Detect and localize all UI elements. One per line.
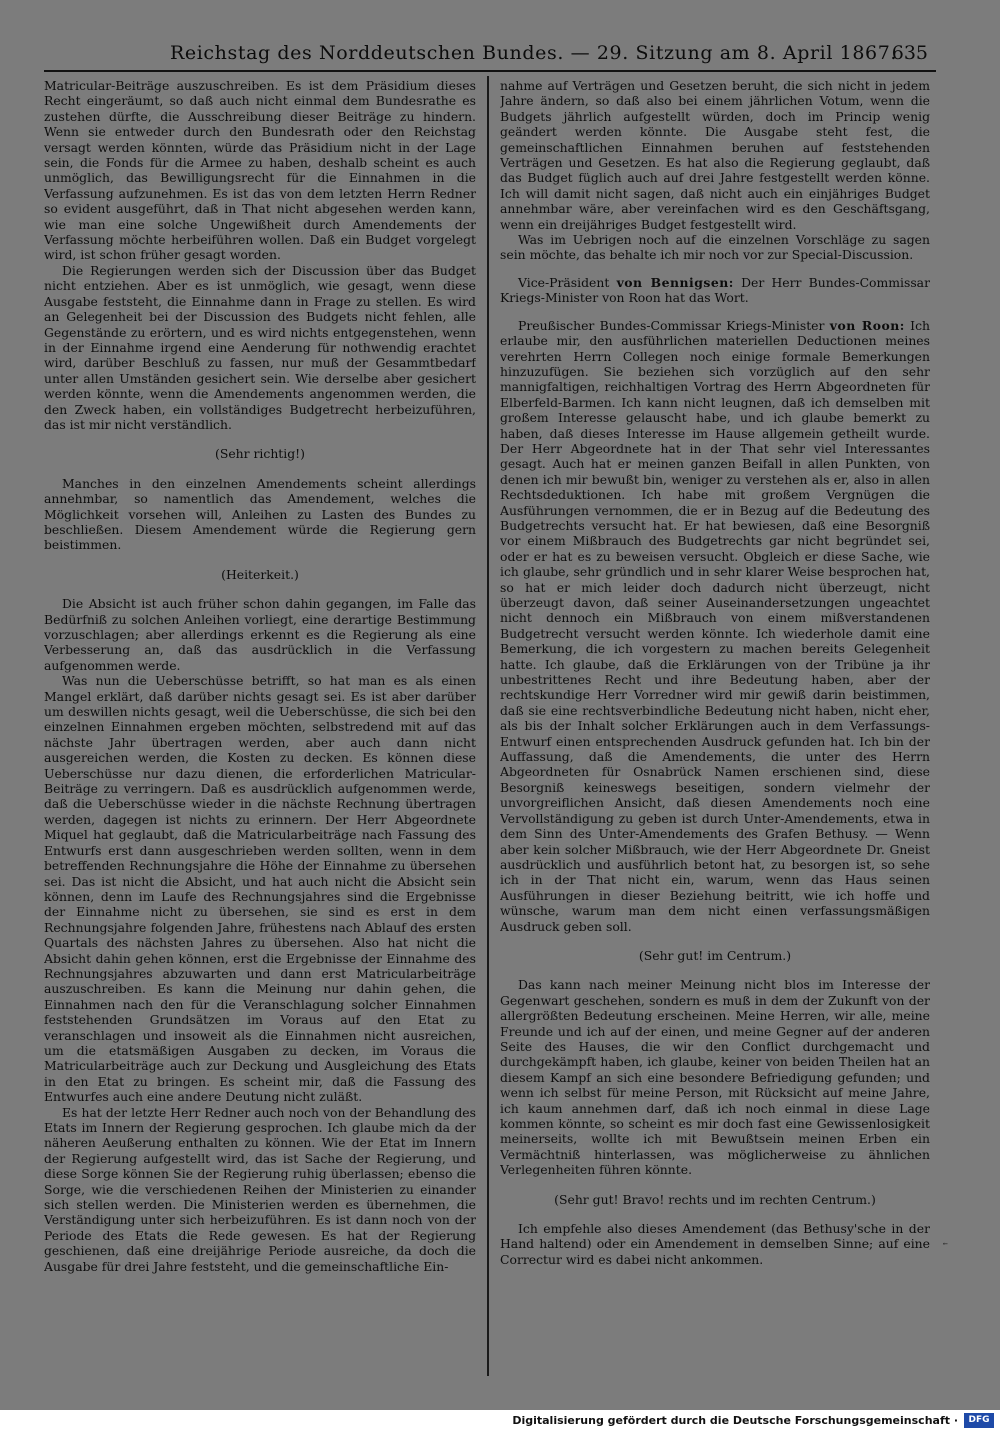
body-paragraph: Ich empfehle also dieses Amendement (das Bethusy'sche in der Hand haltend) oder ein Amendement in demselben Sinne; auf eine Correctur wird es dabei nicht ankommen. — [500, 1221, 930, 1267]
running-title: Reichstag des Norddeutschen Bundes. — 29. Sitzung am 8. April 1867. — [170, 42, 898, 64]
speaker-role: Preußischer Bundes-Commissar Kriegs-Minister — [518, 317, 830, 333]
speech-text: Ich erlaube mir, den ausführlichen materiellen Deductionen meines verehrten Herrn Collegen noch einige formale Bemerkungen hinzuzufügen. Sie beziehen sich vorzüglich auf den sehr mannigfaltigen, reichhaltigen Vortrag des Herrn Abgeordneten für Elberfeld-Barmen. Ich kann nicht leugnen, daß ich demselben mit großem Interesse gelauscht habe, und ich glaube bemerkt zu haben, daß dieses Interesse im Hause allgemein getheilt wurde. Der Herr Abgeordnete hat in der That sehr viel Interessantes gesagt. Auch hat er meinen ganzen Beifall in allen Punkten, von denen ich mir bewußt bin, weniger zu verstehen als er, also in allen Rechtsdeduktionen. Ich habe mit großem Vergnügen die Ausführungen vernommen, die er in Bezug auf die Bedeutung des Budgetrechts versucht hat. Er hat bewiesen, daß eine Besorgniß vor einem Mißbrauch des Budgetrechts gar nicht begründet sei, oder er hat es zu beweisen versucht. Obgleich er diese Sache, wie ich glaube, sehr gründlich und in sehr klarer Weise besprochen hat, so hat er mich leider doch dadurch nicht überzeugt, nicht überzeugt davon, daß seiner Auseinandersetzungen ungeachtet nicht dennoch ein Mißbrauch von einem mißverstandenen Budgetrecht versucht werden könnte. Ich wiederhole damit eine Bemerkung, die ich vorgestern zu machen bereits Gelegenheit hatte. Ich glaube, daß die Erklärungen von der Tribüne ja ihr unbestrittenes Recht und ihre Bedeutung haben, aber der rechtskundige Herr Vorredner wird mir gewiß darin beistimmen, daß sie eine rechtsverbindliche Bedeutung nicht haben, nicht eher, als bis der Inhalt solcher Erklärungen auch in dem Verfassungs-Entwurf einen entsprechenden Ausdruck gefunden hat. Ich bin der Auffassung, daß die Amendements, die unter des Herrn Abgeordneten für Osnabrück Namen erschienen sind, diese Besorgniß keineswegs beseitigen, sondern vielmehr der unvorgreiflichen Ansicht, daß diesen Amendements noch eine Vervollständigung zu geben ist durch Unter-Amendements, etwa in dem Sinn des Unter-Amendements des Grafen Bethusy. — Wenn aber kein solcher Mißbrauch, wie der Herr Abgeordnete Dr. Gneist ausdrücklich und ausführlich betont hat, zu besorgen ist, so sehe ich in der That nicht ein, warum, wenn das Haus seinen Ausführungen in dieser Beziehung beitritt, wie ich hoffe und wünsche, warum man dem nicht einen verfassungsmäßigen Ausdruck geben soll. — [500, 317, 930, 934]
reaction-note: (Heiterkeit.) — [221, 566, 299, 582]
left-column — [44, 78, 476, 1383]
body-paragraph: Manches in den einzelnen Amendements scheint allerdings annehmbar, so namentlich das Amendement, welches die Möglichkeit vorsehen will, Anleihen zu Lasten des Bundes zu beschließen. Diesem Amendement würde die Regierung gern beistimmen. — [44, 475, 476, 553]
body-paragraph: Was im Uebrigen noch auf die einzelnen Vorschläge zu sagen sein möchte, das behalte ich mir noch vor zur Special-Discussion. — [500, 232, 930, 263]
page-number: 635 — [891, 42, 928, 64]
body-paragraph: Das kann nach meiner Meinung nicht blos im Interesse der Gegenwart geschehen, sondern es muß in dem der Zukunft von der allergrößten Bedeutung erscheinen. Meine Herren, wir alle, meine Freunde und ich auf der einen, und meine Gegner auf der anderen Seite des Hauses, die wir den Conflict durchgemacht und durchgekämpft haben, ich glaube, keiner von beiden Theilen hat an diesem Kampf an sich eine besondere Befriedigung gefunden; und wenn ich selbst für meine Person, mit Rücksicht auf meine Jahre, ich kaum annehmen darf, daß ich noch einmal in diese Lage kommen könnte, so scheint es mir doch fast eine Gewissenlosigkeit meinerseits, wollte ich mit Bewußtsein meinen Erben ein Vermächtniß hinterlassen, was möglicherweise zu ähnlichen Verlegenheiten führen könnte. — [500, 977, 930, 1178]
speaker-name: von Bennigsen: — [616, 274, 734, 290]
body-paragraph: Die Regierungen werden sich der Discussion über das Budget nicht entziehen. Aber es ist unmöglich, wie gesagt, wenn diese Ausgabe feststeht, die Einnahme dann in Frage zu stellen. Es wird an Gelegenheit bei der Discussion des Budgets nicht fehlen, alle Gegenstände zu erörtern, und es wird nichts entgegenstehen, wenn in der Einnahme irgend eine Aenderung für nothwendig erachtet wird, darüber Beschluß zu fassen, nur muß der Gesammtbedarf unter allen Umständen gesichert sein. Wie derselbe aber gesichert werden könnte, wenn die Amendements angenommen werden, die den Zweck haben, ein vollständiges Budgetrecht herbeizuführen, das ist mir nicht verständlich. — [44, 262, 476, 432]
right-column — [500, 78, 930, 1383]
speech-text: Der Herr Bundes-Commissar Kriegs-Minister von Roon hat das Wort. — [500, 274, 930, 306]
footer-bar — [0, 1410, 1000, 1432]
body-paragraph: Die Absicht ist auch früher schon dahin gegangen, im Falle das Bedürfniß zu solchen Anleihen vorliegt, eine derartige Bestimmung vorzuschlagen; aber allerdings erkennt es die Regierung als eine Verbesserung an, daß das ausdrücklich in die Verfassung aufgenommen werde. — [44, 596, 476, 673]
column-divider — [487, 76, 489, 1376]
dfg-logo: DFG — [964, 1413, 994, 1428]
margin-mark: ˿ — [943, 1230, 948, 1246]
speech-paragraph — [500, 275, 930, 306]
body-paragraph: Es hat der letzte Herr Redner auch noch von der Behandlung des Etats im Innern der Regierung gesprochen. Ich glaube mich da der näheren Aeußerung enthalten zu können. Wie der Etat im Innern der Regierung aufgestellt wird, das ist Sache der Regierung, und diese Sorge können Sie der Regierung ruhig überlassen; ebenso die Sorge, wie die verschiedenen Reihen der Ministerien zu einander sich stellen werden. Die Ministerien werden es übernehmen, die Verständigung unter sich herbeizuführen. Es ist dann noch von der Periode des Etats die Rede gewesen. Es hat der Regierung geschienen, daß eine dreijährige Periode ausreiche, da doch die Ausgabe für drei Jahre feststeht, und die gemeinschaftliche Ein- — [44, 1104, 476, 1274]
body-paragraph: Matricular-Beiträge auszuschreiben. Es ist dem Präsidium dieses Recht eingeräumt, so daß auch nicht einmal dem Bundesrathe es zustehen dürfte, die Ausschreibung dieser Beiträge zu hindern. Wenn sie entweder durch den Bundesrath oder den Reichstag versagt werden könnten, würde das Präsidium nicht in der Lage sein, die Fonds für die Armee zu haben, deshalb scheint es auch unmöglich, das Bewilligungsrecht für die Einnahmen in die Verfassung aufzunehmen. Es ist das von dem letzten Herrn Redner so evident ausgeführt, daß in That nicht abgesehen werden kann, wie man eine solche Ungewißheit durch Amendements der Verfassung möchte herbeiführen wollen. Daß ein Budget vorgelegt wird, ist schon früher gesagt worden. — [44, 78, 476, 263]
body-paragraph: nahme auf Verträgen und Gesetzen beruht, die sich nicht in jedem Jahre ändern, so daß also bei einem jährlichen Votum, wenn die Budgets jährlich aufgestellt würden, doch im Princip wenig geändert werden könnte. Die Ausgabe steht fest, die gemeinschaftlichen Einnahmen beruhen auf feststehenden Verträgen und Gesetzen. Es hat also die Regierung geglaubt, daß das Budget füglich auch auf drei Jahre festgestellt werden könne. Ich will damit nicht sagen, daß nicht auch ein einjähriges Budget annehmbar wäre, aber vereinfachen wird es den Geschäftsgang, wenn ein dreijähriges Budget festgestellt wird. — [500, 78, 930, 232]
reaction-note: (Sehr gut! Bravo! rechts und im rechten Centrum.) — [554, 1191, 876, 1207]
reaction-note: (Sehr richtig!) — [215, 446, 305, 462]
speech-paragraph — [500, 318, 930, 934]
body-paragraph: Was nun die Ueberschüsse betrifft, so hat man es als einen Mangel erklärt, daß darüber nichts gesagt sei. Es ist aber darüber um deswillen nichts gesagt, weil die Ueberschüsse, die sich bei den einzelnen Einnahmen ergeben möchten, selbstredend mit auf das nächste Jahr übertragen werden, aber auch dann nicht ausgereichen werden, die Kosten zu decken. Es können diese Ueberschüsse nur dazu dienen, die erforderlichen Matricular-Beiträge zu verringern. Daß es ausdrücklich aufgenommen werde, daß die Ueberschüsse wieder in die nächste Rechnung übertragen werden, dagegen ist nichts zu erinnern. Der Herr Abgeordnete Miquel hat geglaubt, daß die Matricularbeiträge nach Fassung des Entwurfs erst dann ausgeschrieben werden sollten, wenn in dem betreffenden Rechnungsjahre die Höhe der Einnahme zu übersehen sei. Das ist nicht die Absicht, und hat auch nicht die Absicht sein können, denn im Laufe des Rechnungsjahres sind die Ergebnisse der Einnahme nicht zu übersehen, sie sind es erst in dem Rechnungsjahre folgenden Jahre, frühestens nach Ablauf des ersten Quartals des nächsten Jahres zu übersehen. Also hat nicht die Absicht dahin gehen können, erst die Ergebnisse der Einnahme des Rechnungsjahres abzuwarten und dann erst Matricularbeiträge auszuschreiben. Es kann die Meinung nur dahin gehen, die Einnahmen nach den für die Veranschlagung solcher Einnahmen feststehenden Grundsätzen im Voraus auf den Etat zu veranschlagen und insoweit als die Einnahmen nicht ausreichen, um die etatsmäßigen Ausgaben zu decken, im Voraus die Matricularbeiträge auch zur Deckung und Ausgleichung des Etats in den Etat zu bringen. Es scheint mir, daß die Fassung des Entwurfes auch eine andere Deutung nicht zuläßt. — [44, 673, 476, 1105]
speaker-role: Vice-Präsident — [518, 274, 617, 290]
reaction-note: (Sehr gut! im Centrum.) — [638, 947, 792, 963]
speaker-name: von Roon: — [829, 317, 905, 333]
header-rule — [44, 70, 936, 72]
running-header — [170, 38, 930, 68]
funding-credit: Digitalisierung gefördert durch die Deutsche Forschungsgemeinschaft · — [512, 1414, 958, 1427]
